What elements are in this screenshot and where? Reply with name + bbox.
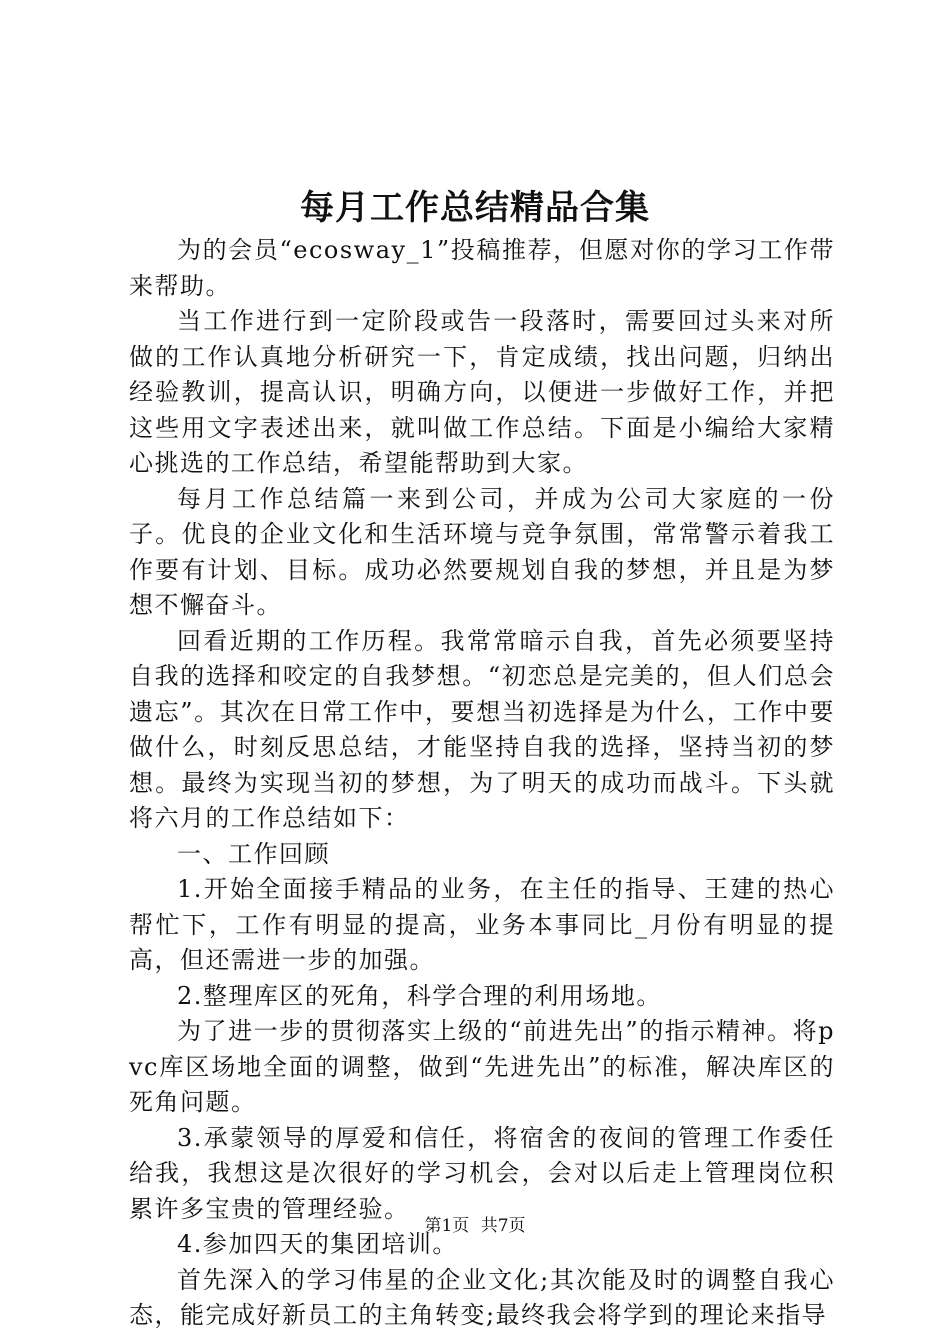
document-body xyxy=(129,233,835,1334)
document-title: 每月工作总结精品合集 xyxy=(300,188,650,228)
list-item: 3.承蒙领导的厚爱和信任，将宿舍的夜间的管理工作委任给我，我想这是次很好的学习机会，会对以后走上管理岗位积累许多宝贵的管理经验。 xyxy=(129,1123,835,1223)
paragraph: 当工作进行到一定阶段或告一段落时，需要回过头来对所做的工作认真地分析研究一下，肯定成绩，找出问题，归纳出经验教训，提高认识，明确方向，以便进一步做好工作，并把这些用文字表述出来，就叫做工作总结。下面是小编给大家精心挑选的工作总结，希望能帮助到大家。 xyxy=(129,307,835,477)
page-total: 共7页 xyxy=(480,1216,526,1236)
paragraph: 每月工作总结篇一来到公司，并成为公司大家庭的一份子。优良的企业文化和生活环境与竞争氛围，常常警示着我工作要有计划、目标。成功必然要规划自我的梦想，并且是为梦想不懈奋斗。 xyxy=(129,484,835,619)
paragraph: 回看近期的工作历程。我常常暗示自我，首先必须要坚持自我的选择和咬定的自我梦想。“初恋总是完美的，但人们总会遗忘”。其次在日常工作中，要想当初选择是为什么，工作中要做什么，时刻反思总结，才能坚持自我的选择，坚持当初的梦想。最终为实现当初的梦想，为了明天的成功而战斗。下头就将六月的工作总结如下： xyxy=(129,626,835,832)
page-footer xyxy=(0,1214,950,1238)
paragraph: 首先深入的学习伟星的企业文化;其次能及时的调整自我心态，能完成好新员工的主角转变;最终我会将学到的理论来指导 xyxy=(129,1265,835,1329)
paragraph: 为的会员“ecosway_1”投稿推荐，但愿对你的学习工作带来帮助。 xyxy=(129,236,835,300)
list-item: 1.开始全面接手精品的业务，在主任的指导、王建的热心帮忙下，工作有明显的提高，业务本事同比_月份有明显的提高，但还需进一步的加强。 xyxy=(129,875,835,974)
list-item: 2.整理库区的死角，科学合理的利用场地。 xyxy=(177,981,662,1010)
section-heading: 一、工作回顾 xyxy=(177,839,330,868)
page-number: 第1页 xyxy=(424,1216,470,1236)
paragraph: 为了进一步的贯彻落实上级的“前进先出”的指示精神。将pvc库区场地全面的调整，做到“先进先出”的标准，解决库区的死角问题。 xyxy=(129,1017,835,1116)
list-item: 4.参加四天的集团培训。 xyxy=(177,1230,458,1258)
